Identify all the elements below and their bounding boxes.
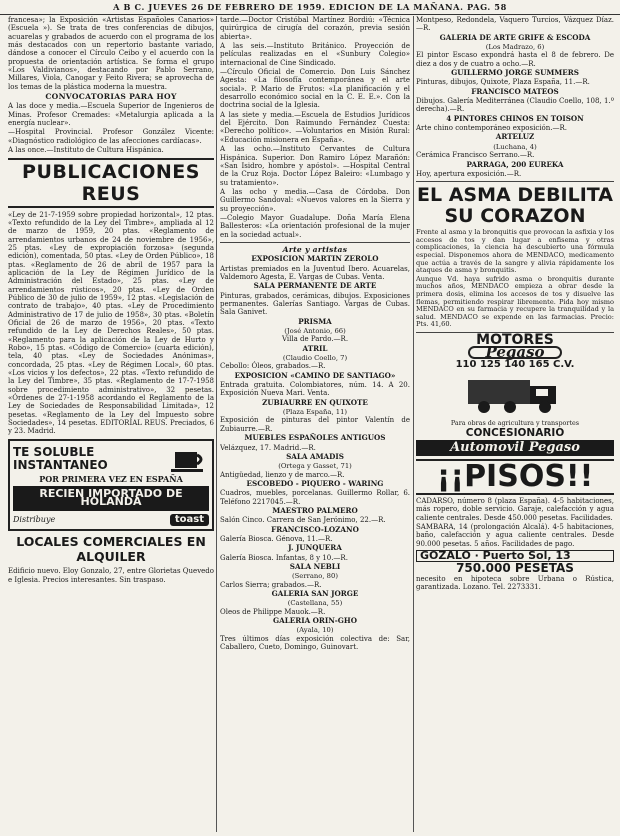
- concesionario-heading: CONCESIONARIO: [465, 427, 565, 440]
- te-soluble-title: TE SOLUBLE: [13, 444, 95, 459]
- exhibit-text: Pinturas, dibujos, Quixote, Plaza España, 11.—R.: [416, 78, 590, 87]
- exhibit-text: Pinturas, grabados, cerámicas, dibujos. Exposiciones permanentes. Galerías Santiago. Vargas de Cubas. Sala Ganivet.: [220, 291, 410, 317]
- asma-ad-text: Frente al asma y la bronquitis que provocan la asfixia y los accesos de tos y dan lugar a enfisema y otras complicaciones, la ciencia ha descubierto una fórmula especial. Disponemos ahora de MENDACO, medicamento que actúa a través de la sangre y alivia rápidamente los ataques de asma y bronquitis.: [416, 228, 614, 275]
- exhibit-title: ARTELUZ: [495, 132, 535, 142]
- exhibit-title: SALA NEBLI: [289, 561, 341, 571]
- exhibit-address: (Luchana, 4): [493, 142, 537, 151]
- exhibit-text: Velázquez, 17. Madrid.—R.: [220, 443, 316, 452]
- section-divider: [416, 181, 614, 182]
- exhibit-title: PRISMA: [298, 316, 332, 326]
- exhibit-title: ESCOBEDO - PIQUERO - WARING: [246, 478, 384, 488]
- exhibit-title: MUEBLES ESPAÑOLES ANTIGUOS: [244, 433, 386, 443]
- te-recien-importado: RECIEN IMPORTADO DE HOLANDA: [13, 486, 209, 511]
- te-primera-vez: POR PRIMERA VEZ EN ESPAÑA: [39, 473, 183, 484]
- exhibit-title: FRANCISCO MATEOS: [471, 86, 559, 96]
- publicaciones-reus-text: «Ley de 21-7-1959 sobre propiedad horizontal», 12 ptas. «Texto refundido de la Ley del Timbre», ampliada al 12 de marzo de 1959, 20 ptas. «Reglamento de arrendamientos urbanos de 24 de noviembre de 1956», 25 ptas. «Ley de expropiación forzosa» (segunda edición), comentada, 50 ptas. «Ley de Orden Público», 18 ptas. «Reglamento de 26 de abril de 1957 para la aplicación de la Ley de Régimen Jurídico de la Administración del Estado», 25 ptas. «Ley de arrendamientos rústicos», 20 ptas. «Ley de Orden Público de 30 de julio de 1959», 12 ptas. «Legislación de contrato de trabajo», 40 ptas. «Ley de Procedimiento Administrativo de 17 de julio de 1958», 30 ptas. «Boletín Oficial de 26 de marzo de 1956», 20 ptas. «Texto refundido de la Ley de Derechos Reales», 50 ptas. «Reglamento para la aplicación de la Ley de Hurto y Robo», 15 ptas. «Código de Comercio» (cuarta edición), tela, 40 ptas. «Ley de Sociedades Anónimas», concordada, 25 ptas. «Ley de Régimen Local», 60 ptas. «Los vicios y los defectos», 22 ptas. «Texto refundido de la Ley del Timbre», 35 ptas. «Reglamento de 17-7-1958 sobre procedimiento administrativo», 32 pesetas. «Órdenes de 27-1-1958 acordando el Reglamento de la Ley de Sociedades de Responsabilidad Limitada», 12 pesetas. «Reglamento de la Ley del Impuesto sobre Sociedades», 14 pesetas. EDITORIAL REUS. Preciados, 6 y 23. Madrid.: [8, 210, 214, 436]
- exhibit-title: GALERIA DE ARTE GRIFE & ESCODA: [439, 32, 591, 42]
- exhibit-text: Galería Biosca. Infantas, 8 y 10.—R.: [220, 553, 348, 562]
- exhibit-title: EXPOSICION «CAMINO DE SANTIAGO»: [234, 370, 396, 380]
- te-distribuye: Distribuye: [13, 514, 56, 524]
- pesetas-text: necesito en hipoteca sobre Urbana o Rústica, garantizada. Lozano. Tel. 2273331.: [416, 574, 614, 592]
- column-middle: [220, 16, 410, 832]
- convocatoria-item: A las ocho.—Instituto Cervantes de Cultura Hispánica. Superior. Don Ramiro López Marañón: «San Isidro, hombre y apóstol». —Hospital Central de la Cruz Roja. Doctor López Baleiro: «Lumbago y su tratamiento».: [220, 145, 410, 187]
- te-instantaneo-title: INSTANTANEO: [13, 457, 108, 472]
- exhibit-address: (Los Madrazo, 6): [485, 43, 545, 52]
- toast-brand-logo: toast: [170, 514, 209, 526]
- convocatorias-heading: CONVOCATORIAS PARA HOY: [45, 92, 177, 102]
- exhibit-title: MAESTRO PALMERO: [272, 505, 358, 515]
- column-divider: [216, 16, 217, 832]
- locales-comerciales-text: Edificio nuevo. Eloy Gonzalo, 27, entre Glorietas Quevedo e Iglesia. Precios interesantes. Sin traspaso.: [8, 567, 214, 584]
- pesetas-heading: 750.000 PESETAS: [456, 561, 574, 576]
- column-left: [8, 16, 214, 832]
- convocatoria-item: A las doce y media.—Escuela Superior de Ingenieros de Minas. Profesor Cremades: «Metalurgia aplicada a la energía nuclear».: [8, 102, 214, 128]
- exhibit-title: GALERIA ORIN-GHO: [272, 616, 357, 626]
- truck-icon: [460, 372, 570, 416]
- page-header: A B C. JUEVES 26 DE FEBRERO DE 1959. EDICION DE LA MAÑANA. PAG. 58: [0, 0, 620, 15]
- exhibit-title: SALA AMADIS: [286, 451, 344, 461]
- exhibit-text: Antigüedad, lienzo y de marco.—R.: [220, 470, 345, 479]
- exhibit-address: (Ortega y Gasset, 71): [278, 462, 352, 471]
- exhibit-title: SALA PERMANENTE DE ARTE: [253, 281, 377, 291]
- exhibit-address: (José Antonio, 66): [284, 327, 346, 336]
- convocatoria-item: A las siete y media.—Escuela de Estudios Jurídicos del Ejército. Don Raimundo Fernández Cuesta: «Derecho político». —Voluntarios en Misión Rural: «Educación misionera en España».: [220, 110, 410, 144]
- exhibit-text: Cebollo: Óleos, grabados.—R.: [220, 362, 326, 371]
- convocatoria-item: —Colegio Mayor Guadalupe. Doña María Elena Ballesteros: «La orientación profesional de la mujer en la sociedad actual».: [220, 213, 410, 239]
- column-right: [416, 16, 614, 832]
- convocatoria-item: tarde.—Doctor Cristóbal Martínez Bordiú: «Técnica quirúrgica de cirugía del corazón, previa sesión abierta».: [220, 16, 410, 41]
- section-divider: [220, 242, 410, 243]
- exhibit-text: Cerámica Francisco Serrano.—R.: [416, 151, 535, 160]
- exhibit-title: ZUBIAURRE EN QUIXOTE: [262, 397, 368, 407]
- exhibit-text: Carlos Sierra; grabados.—R.: [220, 580, 322, 589]
- truck-caption: Para obras de agricultura y transportes: [450, 418, 580, 427]
- asma-ad-text: Aunque Vd. haya sufrido asma o bronquitis durante muchos años, MENDACO empieza a obrar desde la primera dosis, elimina los accesos de tos y disuelve las flemas, permitiendo respirar libremente. Pida hoy mismo MENDACO en su farmacia y recupere la tranquilidad y la salud. MENDACO se expende en las farmacias. Precio: Pts. 41,60.: [416, 274, 614, 329]
- exhibit-text: Entrada gratuita. Colombiatores, núm. 14. A 20. Exposición Nueva Mari. Venta.: [220, 381, 410, 398]
- exhibit-text: Oleos de Philippe Mauok.—R.: [220, 607, 326, 616]
- exhibit-text: Exposición de pinturas del pintor Valentín de Zubiaurre.—R.: [220, 416, 410, 433]
- article-intro: francesa»; la Exposición «Artistas Españoles Canarios» (Escuela »). Se trata de tres conferencias de dibujos, acuarelas y grabados de acuerdo con el programa de los más destacados con un repertorio bastante variado, dándose a conocer el Círculo Ceibo y el acuerdo con la propuesta de orientación artística. Se forma el grupo «Los Valdivianos», destacando por Pablo Serrano, Millares, Viola, Canogar y Feito Rivera; se aprovecha de los temas de la plástica moderna la muestra.: [8, 16, 214, 91]
- publicaciones-reus-heading: PUBLICACIONES REUS: [8, 158, 214, 208]
- convocatoria-item: A las ocho y media.—Casa de Córdoba. Don Guillermo Sandoval: «Nuevos valores en la Sierra y su proyección».: [220, 187, 410, 213]
- exhibit-text: Tres últimos días exposición colectiva de: Sar, Caballero, Cueto, Domingo, Guinovart.: [220, 634, 410, 652]
- te-soluble-ad: [8, 439, 214, 531]
- exhibit-text: Montpeso, Redondela, Vaquero Turcios, Vázquez Díaz.—R.: [416, 16, 614, 33]
- exhibit-address: (Serrano, 80): [292, 572, 338, 581]
- exhibit-text: Villa de Pardo.—R.: [281, 335, 349, 344]
- locales-comerciales-heading: LOCALES COMERCIALES EN ALQUILER: [16, 534, 206, 565]
- convocatoria-item: —Hospital Provincial. Profesor González Vicente: «Diagnóstico radiológico de las afecciones cardíacas».: [8, 128, 214, 145]
- teacup-icon: [169, 444, 209, 474]
- motores-heading: MOTORES: [476, 331, 554, 348]
- exhibit-title: FRANCISCO-LOZANO: [271, 524, 359, 534]
- gozalo-address: GOZALO · Puerto Sol, 13: [416, 550, 614, 562]
- exhibit-address: (Castellana, 55): [287, 599, 343, 608]
- exhibit-title: 4 PINTORES CHINOS EN TOISON: [446, 113, 584, 123]
- exhibit-text: Artistas premiados en la Juventud Ibero. Acuarelas, Valdemoro Agesta, E. Vargas de Cubas. Venta.: [220, 264, 410, 281]
- exhibit-title: EXPOSICION MARTIN ZEROLO: [251, 254, 379, 264]
- column-divider: [413, 16, 414, 832]
- asma-ad-heading: EL ASMA DEBILITA SU CORAZON: [417, 184, 613, 228]
- exhibit-text: Arte chino contemporáneo exposición.—R.: [416, 124, 567, 133]
- arte-artistas-heading: Arte y artistas: [282, 244, 348, 254]
- dealer-name-banner: Automovil Pegaso: [416, 440, 614, 456]
- exhibit-text: Dibujos. Galería Mediterránea (Claudio Coello, 108, 1.º derecha).—R.: [416, 97, 614, 114]
- exhibit-address: (Plaza España, 11): [282, 408, 348, 417]
- exhibit-text: Salón Cinco. Carrera de San Jerónimo, 22.—R.: [220, 516, 386, 525]
- convocatoria-item: —Círculo Oficial de Comercio. Don Luis Sánchez Agesta: «La filosofía contemporánea y el arte social». P. Mario de Frutos: «La planificación y el desarrollo económico social en la C. E. E.». Con la doctrina social de la Iglesia.: [220, 68, 410, 110]
- exhibit-text: Galería Biosca. Génova, 11.—R.: [220, 534, 333, 543]
- exhibit-address: (Ayala, 10): [296, 626, 334, 635]
- horsepower-list: 110 125 140 165 C.V.: [455, 358, 575, 370]
- exhibit-text: Hoy, apertura exposición.—R.: [416, 169, 522, 178]
- exhibit-title: ATRIL: [302, 343, 328, 353]
- pisos-text: CADARSO, número 8 (plaza España). 4-5 habitaciones, más ropero, doble servicio. Garaje, calefacción y agua caliente centrales. Desde 450.000 pesetas. Facilidades.: [416, 496, 614, 522]
- convocatoria-item: A las once.—Instituto de Cultura Hispánica.: [8, 146, 164, 155]
- exhibit-text: Cuadros, muebles, porcelanas. Guillermo Rollar, 6. Teléfono 2217045.—R.: [220, 489, 410, 506]
- pegaso-logo: Pegaso: [468, 346, 562, 358]
- pisos-text: SAMBARA, 14 (prolongación Alcalá). 4-5 habitaciones, baño, calefacción y agua caliente centrales. Desde 90.000 pesetas. 5 años. Facilidades de pago.: [416, 523, 614, 548]
- pisos-heading: ¡¡PISOS!!: [416, 459, 614, 495]
- exhibit-text: El pintor Escaso expondrá hasta el 8 de febrero. De diez a dos y de cuatro a ocho.—R.: [416, 51, 614, 68]
- exhibit-title: J. JUNQUERA: [288, 543, 342, 553]
- exhibit-title: GALERIA SAN JORGE: [271, 589, 359, 598]
- exhibit-address: (Claudio Coello, 7): [282, 354, 348, 363]
- convocatoria-item: A las seis.—Instituto Británico. Proyección de películas realizadas en el «Sunbury Colegio» internacional de Cine Sindicado.: [220, 42, 410, 67]
- exhibit-title: PARRAGA, 200 EUREKA: [466, 159, 564, 169]
- exhibit-title: GUILLERMO JORGE SUMMERS: [451, 68, 579, 78]
